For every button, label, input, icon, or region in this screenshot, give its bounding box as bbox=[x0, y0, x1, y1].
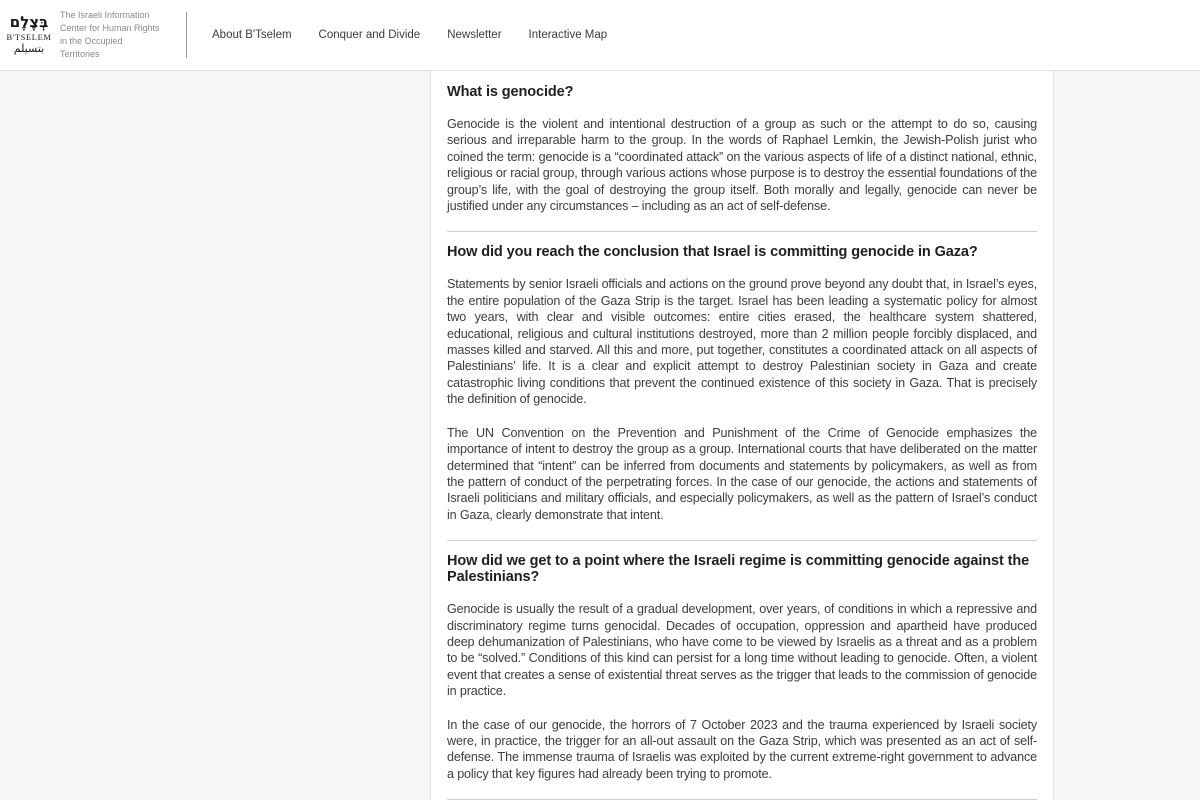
faq-section bbox=[447, 244, 1037, 523]
nav-item-interactive-map[interactable]: Interactive Map bbox=[528, 29, 608, 41]
section-paragraph: The UN Convention on the Prevention and Punishment of the Crime of Genocide emphasizes the importance of intent to destroy the group as a group. International courts that have deliberated on the matter determined that “intent” can be inferred from documents and statements by policymakers, as well as from the pattern of conduct of the perpetrating forces. In the case of our genocide, the actions and statements of Israeli politicians and military officials, and especially policymakers, as well as the pattern of Israel’s conduct in Gaza, clearly demonstrate that intent. bbox=[447, 425, 1037, 522]
section-paragraph: Statements by senior Israeli officials and actions on the ground prove beyond any doubt that, in Israel’s eyes, the entire population of the Gaza Strip is the target. Israel has been leading a systematic policy for almost two years, with clear and visible outcomes: entire cities erased, the healthcare system shattered, educational, religious and cultural institutions destroyed, more than 2 million people forcibly displaced, and masses killed and starved. All this and more, put together, constitutes a coordinated attack on all aspects of Palestinians’ life. It is a clear and explicit attempt to destroy Palestinian society in Gaza and create catastrophic living conditions that prevent the continued existence of this society in Gaza. That is precisely the definition of genocide. bbox=[447, 277, 1037, 407]
section-divider bbox=[447, 540, 1037, 541]
main-nav bbox=[212, 29, 634, 41]
nav-item-about-btselem[interactable]: About B'Tselem bbox=[212, 29, 292, 41]
section-divider bbox=[447, 231, 1037, 232]
faq-section bbox=[447, 84, 1037, 214]
section-heading: How did you reach the conclusion that Israel is committing genocide in Gaza? bbox=[447, 244, 978, 261]
org-tagline: The Israeli Information Center for Human Rights in the Occupied Territories bbox=[60, 9, 160, 60]
btselem-logo[interactable] bbox=[7, 15, 51, 55]
header-vertical-divider bbox=[186, 12, 187, 58]
nav-item-conquer-and-divide[interactable]: Conquer and Divide bbox=[318, 29, 421, 41]
page-body bbox=[0, 71, 1200, 781]
faq-section bbox=[447, 553, 1037, 782]
section-paragraph: Genocide is the violent and intentional destruction of a group as such or the attempt to do so, causing serious and irreparable harm to the group. In the words of Raphael Lemkin, the Jewish-Polish jurist who coined the term: genocide is a “coordinated attack” on the various aspects of life of a distinct national, ethnic, religious or racial group, through various actions whose purpose is to destroy the essential foundations of the group’s life, with the goal of destroying the group itself. Both morally and legally, genocide can never be justified under any circumstances – including as an act of self-defense. bbox=[447, 117, 1037, 214]
section-paragraph: Genocide is usually the result of a gradual development, over years, of conditions in which a repressive and discriminatory regime turns genocidal. Decades of occupation, oppression and apartheid have produced deep dehumanization of Palestinians, who have come to be viewed by Israelis as a threat and as a problem to be “solved.” Conditions of this kind can persist for a long time without leading to genocide. Often, a violent event that creates a sense of existential threat serves as the trigger that leads to the commission of genocide in practice. bbox=[447, 602, 1037, 699]
nav-item-newsletter[interactable]: Newsletter bbox=[447, 29, 502, 41]
logo-hebrew-text: בְּצֶלֶם bbox=[9, 13, 49, 32]
content-area bbox=[430, 71, 1054, 800]
section-paragraph: In the case of our genocide, the horrors of 7 October 2023 and the trauma experienced by Israeli society were, in practice, the trigger for an all-out assault on the Gaza Strip, which was presented as an act of self-defense. The immense trauma of Israelis was exploited by the current extreme-right government to advance a policy that key figures had already been trying to promote. bbox=[447, 717, 1037, 781]
section-heading: What is genocide? bbox=[447, 84, 574, 100]
logo-arabic-text: بتسيلم bbox=[13, 41, 45, 55]
section-heading: How did we get to a point where the Israeli regime is committing genocide against the Palestinians? bbox=[447, 553, 1030, 586]
logo-latin-text: B'TSELEM bbox=[6, 31, 52, 42]
site-header bbox=[0, 0, 1200, 71]
